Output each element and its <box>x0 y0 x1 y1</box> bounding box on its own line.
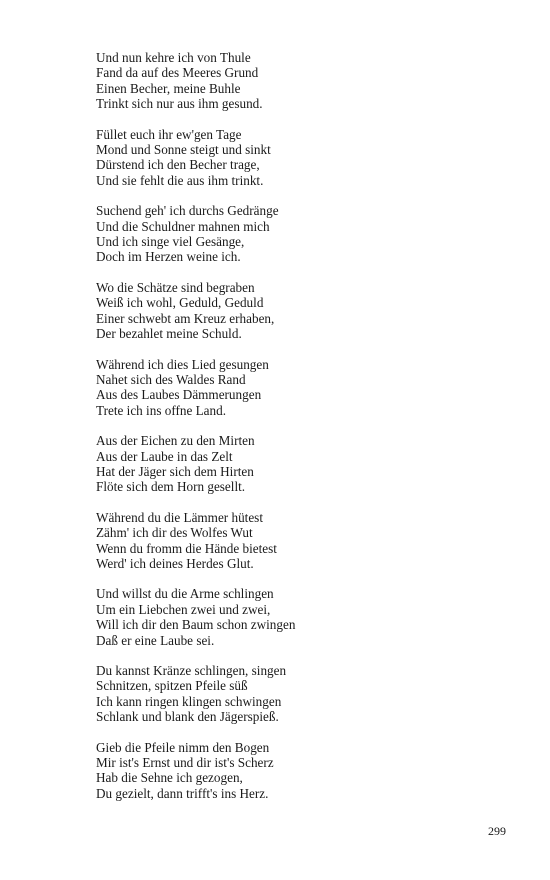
poem-line: Und sie fehlt die aus ihm trinkt. <box>96 172 264 188</box>
poem-line: Einen Becher, meine Buhle <box>96 80 241 96</box>
poem-line: Flöte sich dem Horn gesellt. <box>96 479 246 495</box>
poem-line: Wo die Schätze sind begraben <box>96 279 255 295</box>
poem-line: Zähm' ich dir des Wolfes Wut <box>96 525 253 541</box>
poem-line: Hat der Jäger sich dem Hirten <box>96 463 254 479</box>
poem-line: Doch im Herzen weine ich. <box>96 249 241 265</box>
poem-line: Schnitzen, spitzen Pfeile süß <box>96 678 248 694</box>
poem-line: Um ein Liebchen zwei und zwei, <box>96 601 271 617</box>
poem-line: Du kannst Kränze schlingen, singen <box>96 663 287 678</box>
poem-line: Gieb die Pfeile nimm den Bogen <box>96 739 270 755</box>
poem-line: Suchend geh' ich durchs Gedränge <box>96 203 279 219</box>
poem-line: Hab die Sehne ich gezogen, <box>96 770 243 786</box>
poem-text <box>96 50 496 816</box>
poem-line: Trinkt sich nur aus ihm gesund. <box>96 96 263 112</box>
poem-stanza <box>96 357 496 419</box>
poem-stanza <box>96 203 496 265</box>
poem-stanza <box>96 433 496 495</box>
poem-line: Und die Schuldner mahnen mich <box>96 218 270 234</box>
poem-line: Während ich dies Lied gesungen <box>96 356 269 372</box>
poem-line: Aus der Eichen zu den Mirten <box>96 433 255 449</box>
poem-stanza <box>96 127 496 189</box>
poem-line: Mir ist's Ernst und dir ist's Scherz <box>96 755 274 771</box>
poem-line: Trete ich ins offne Land. <box>96 402 227 418</box>
poem-stanza <box>96 50 496 112</box>
poem-line: Daß er eine Laube sei. <box>96 632 215 648</box>
poem-line: Will ich dir den Baum schon zwingen <box>96 617 296 633</box>
poem-line: Ich kann ringen klingen schwingen <box>96 693 282 709</box>
poem-line: Während du die Lämmer hütest <box>96 509 263 525</box>
poem-line: Du gezielt, dann trifft's ins Herz. <box>96 785 269 801</box>
page-number: 299 <box>488 824 506 838</box>
poem-line: Aus der Laube in das Zelt <box>96 448 233 464</box>
poem-line: Der bezahlet meine Schuld. <box>96 326 242 342</box>
poem-line: Und ich singe viel Gesänge, <box>96 234 245 250</box>
poem-line: Weiß ich wohl, Geduld, Geduld <box>96 295 264 311</box>
poem-line: Dürstend ich den Becher trage, <box>96 157 260 173</box>
poem-stanza <box>96 740 496 802</box>
poem-stanza <box>96 280 496 342</box>
poem-line: Werd' ich deines Herdes Glut. <box>96 555 254 571</box>
poem-line: Fand da auf des Meeres Grund <box>96 65 259 81</box>
poem-stanza <box>96 586 496 648</box>
poem-line: Und willst du die Arme schlingen <box>96 586 274 602</box>
poem-line: Aus des Laubes Dämmerungen <box>96 387 262 403</box>
poem-line: Schlank und blank den Jägerspieß. <box>96 709 279 725</box>
poem-stanza <box>96 663 496 725</box>
poem-line: Und nun kehre ich von Thule <box>96 50 251 65</box>
poem-line: Nahet sich des Waldes Rand <box>96 371 246 387</box>
poem-line: Einer schwebt am Kreuz erhaben, <box>96 310 275 326</box>
poem-line: Mond und Sonne steigt und sinkt <box>96 142 271 158</box>
poem-stanza <box>96 510 496 572</box>
poem-line: Füllet euch ihr ew'gen Tage <box>96 126 242 142</box>
poem-line: Wenn du fromm die Hände bietest <box>96 540 277 556</box>
